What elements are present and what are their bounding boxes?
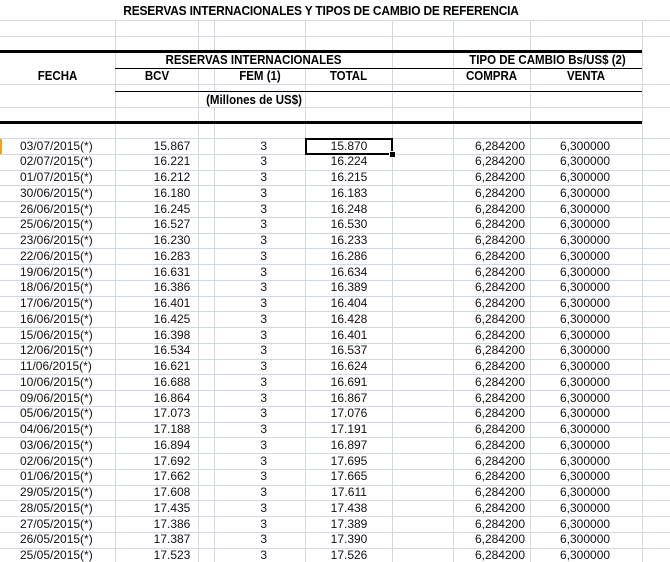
cell-total[interactable]: 17.389 xyxy=(330,516,368,531)
row-gridline xyxy=(0,36,670,37)
cell-total[interactable]: 17.526 xyxy=(330,548,368,562)
cell-total[interactable]: 16.286 xyxy=(330,248,368,263)
table-row xyxy=(0,438,670,454)
cell-date[interactable]: 02/07/2015(*) xyxy=(20,154,93,169)
cell-compra[interactable]: 6,284200 xyxy=(474,217,525,232)
cell-bcv[interactable]: 16.631 xyxy=(153,264,191,279)
table-row xyxy=(0,249,670,265)
cell-total[interactable]: 16.867 xyxy=(330,390,368,405)
cell-bcv[interactable]: 17.523 xyxy=(153,548,191,562)
cell-total[interactable]: 16.389 xyxy=(330,280,368,295)
cell-total[interactable]: 16.401 xyxy=(330,327,368,342)
table-row xyxy=(0,202,670,218)
cell-compra[interactable]: 6,284200 xyxy=(474,469,525,484)
cell-date[interactable]: 30/06/2015(*) xyxy=(20,185,93,200)
cell-venta[interactable]: 6,300000 xyxy=(560,548,611,562)
cell-venta[interactable]: 6,300000 xyxy=(560,516,611,531)
cell-total[interactable]: 15.870 xyxy=(330,138,368,153)
cell-date[interactable]: 04/06/2015(*) xyxy=(20,422,93,436)
cell-total[interactable]: 17.076 xyxy=(330,406,368,421)
cell-fem[interactable]: 3 xyxy=(260,359,267,373)
cell-date[interactable]: 23/06/2015(*) xyxy=(20,233,93,247)
cell-date[interactable]: 19/06/2015(*) xyxy=(20,264,93,279)
cell-fem[interactable]: 3 xyxy=(260,437,267,452)
table-row xyxy=(0,517,670,533)
header-bcv[interactable]: BCV xyxy=(144,69,170,83)
cell-fem[interactable]: 3 xyxy=(260,422,267,436)
cell-bcv[interactable]: 17.386 xyxy=(153,516,191,531)
cell-bcv[interactable]: 16.230 xyxy=(153,233,191,247)
cell-compra[interactable]: 6,284200 xyxy=(474,185,525,200)
cell-date[interactable]: 25/06/2015(*) xyxy=(20,217,93,232)
cell-fem[interactable]: 3 xyxy=(260,217,267,232)
cell-fem[interactable]: 3 xyxy=(260,327,267,342)
cell-date[interactable]: 01/06/2015(*) xyxy=(20,469,93,484)
cell-bcv[interactable]: 16.864 xyxy=(153,390,191,405)
cell-bcv[interactable]: 16.221 xyxy=(153,154,191,169)
cell-compra[interactable]: 6,284200 xyxy=(474,327,525,342)
cell-bcv[interactable]: 16.398 xyxy=(153,327,191,342)
cell-compra[interactable]: 6,284200 xyxy=(474,248,525,263)
cell-venta[interactable]: 6,300000 xyxy=(560,422,611,436)
cell-total[interactable]: 16.248 xyxy=(330,201,368,216)
row-gridline xyxy=(0,107,670,108)
cell-venta[interactable]: 6,300000 xyxy=(560,154,611,169)
cell-fem[interactable]: 3 xyxy=(260,296,267,310)
cell-bcv[interactable]: 16.180 xyxy=(153,185,191,200)
cell-bcv[interactable]: 16.386 xyxy=(153,280,191,295)
cell-compra[interactable]: 6,284200 xyxy=(474,311,525,326)
cell-total[interactable]: 16.233 xyxy=(330,233,368,247)
table-row xyxy=(0,170,670,186)
cell-compra[interactable]: 6,284200 xyxy=(474,170,525,184)
table-row xyxy=(0,485,670,501)
cell-venta[interactable]: 6,300000 xyxy=(560,217,611,232)
cell-venta[interactable]: 6,300000 xyxy=(560,327,611,342)
cell-total[interactable]: 16.897 xyxy=(330,437,368,452)
cell-bcv[interactable]: 16.527 xyxy=(153,217,191,232)
table-row xyxy=(0,501,670,517)
cell-compra[interactable]: 6,284200 xyxy=(474,359,525,373)
cell-venta[interactable]: 6,300000 xyxy=(560,185,611,200)
cell-compra[interactable]: 6,284200 xyxy=(474,532,525,547)
cell-bcv[interactable]: 17.435 xyxy=(153,500,191,515)
cell-venta[interactable]: 6,300000 xyxy=(560,532,611,547)
cell-date[interactable]: 27/05/2015(*) xyxy=(20,516,93,531)
cell-compra[interactable]: 6,284200 xyxy=(474,390,525,405)
cell-bcv[interactable]: 17.387 xyxy=(153,532,191,547)
cell-bcv[interactable]: 16.245 xyxy=(153,201,191,216)
cell-bcv[interactable]: 16.212 xyxy=(153,170,191,184)
cell-total[interactable]: 16.404 xyxy=(330,296,368,310)
cell-compra[interactable]: 6,284200 xyxy=(474,296,525,310)
cell-venta[interactable]: 6,300000 xyxy=(560,343,611,358)
cell-compra[interactable]: 6,284200 xyxy=(474,201,525,216)
header-total[interactable]: TOTAL xyxy=(329,69,368,83)
table-row xyxy=(0,532,670,548)
cell-fem[interactable]: 3 xyxy=(260,516,267,531)
cell-fem[interactable]: 3 xyxy=(260,311,267,326)
active-row-indicator xyxy=(0,139,2,154)
header-compra[interactable]: COMPRA xyxy=(465,69,518,83)
row-gridline xyxy=(0,20,670,21)
cell-fem[interactable]: 3 xyxy=(260,185,267,200)
header-bottom-border xyxy=(0,121,642,124)
cell-date[interactable]: 03/07/2015(*) xyxy=(20,138,93,153)
cell-venta[interactable]: 6,300000 xyxy=(560,374,611,389)
cell-venta[interactable]: 6,300000 xyxy=(560,311,611,326)
cell-fem[interactable]: 3 xyxy=(260,485,267,499)
table-row xyxy=(0,217,670,233)
cell-fem[interactable]: 3 xyxy=(260,469,267,484)
cell-compra[interactable]: 6,284200 xyxy=(474,343,525,358)
table-row xyxy=(0,233,670,249)
cell-compra[interactable]: 6,284200 xyxy=(474,280,525,295)
table-row xyxy=(0,154,670,170)
cell-venta[interactable]: 6,300000 xyxy=(560,406,611,421)
cell-bcv[interactable]: 16.621 xyxy=(153,359,191,373)
cell-bcv[interactable]: 16.894 xyxy=(153,437,191,452)
cell-date[interactable]: 18/06/2015(*) xyxy=(20,280,93,295)
cell-date[interactable]: 05/06/2015(*) xyxy=(20,406,93,421)
cell-fem[interactable]: 3 xyxy=(260,201,267,216)
table-row xyxy=(0,265,670,281)
cell-venta[interactable]: 6,300000 xyxy=(560,170,611,184)
cell-total[interactable]: 17.191 xyxy=(330,422,368,436)
cell-fem[interactable]: 3 xyxy=(260,248,267,263)
cell-date[interactable]: 03/06/2015(*) xyxy=(20,437,93,452)
cell-compra[interactable]: 6,284200 xyxy=(474,500,525,515)
cell-venta[interactable]: 6,300000 xyxy=(560,201,611,216)
cell-compra[interactable]: 6,284200 xyxy=(474,485,525,499)
table-row xyxy=(0,375,670,391)
cell-compra[interactable]: 6,284200 xyxy=(474,138,525,153)
cell-venta[interactable]: 6,300000 xyxy=(560,280,611,295)
cell-date[interactable]: 16/06/2015(*) xyxy=(20,311,93,326)
cell-venta[interactable]: 6,300000 xyxy=(560,138,611,153)
cell-bcv[interactable]: 16.283 xyxy=(153,248,191,263)
cell-venta[interactable]: 6,300000 xyxy=(560,437,611,452)
fill-handle[interactable] xyxy=(389,151,396,158)
cell-total[interactable]: 16.691 xyxy=(330,374,368,389)
cell-fem[interactable]: 3 xyxy=(260,390,267,405)
cell-venta[interactable]: 6,300000 xyxy=(560,359,611,373)
cell-venta[interactable]: 6,300000 xyxy=(560,485,611,499)
table-row xyxy=(0,328,670,344)
cell-bcv[interactable]: 17.692 xyxy=(153,453,191,468)
cell-date[interactable]: 25/05/2015(*) xyxy=(20,548,93,562)
row-gridline xyxy=(0,84,670,85)
cell-venta[interactable]: 6,300000 xyxy=(560,233,611,247)
cell-compra[interactable]: 6,284200 xyxy=(474,516,525,531)
header-group-exchange[interactable]: TIPO DE CAMBIO Bs/US$ (2) xyxy=(461,53,635,67)
cell-fem[interactable]: 3 xyxy=(260,406,267,421)
cell-bcv[interactable]: 17.662 xyxy=(153,469,191,484)
table-row xyxy=(0,454,670,470)
table-row xyxy=(0,280,670,296)
table-row xyxy=(0,186,670,202)
cell-venta[interactable]: 6,300000 xyxy=(560,500,611,515)
table-row xyxy=(0,343,670,359)
header-units[interactable]: (Millones de US$) xyxy=(203,93,304,107)
cell-fem[interactable]: 3 xyxy=(260,233,267,247)
cell-date[interactable]: 09/06/2015(*) xyxy=(20,390,93,405)
header-date[interactable]: FECHA xyxy=(37,69,78,83)
header-group-reserves[interactable]: RESERVAS INTERNACIONALES xyxy=(126,53,381,67)
cell-bcv[interactable]: 15.867 xyxy=(153,138,191,153)
cell-compra[interactable]: 6,284200 xyxy=(474,548,525,562)
cell-fem[interactable]: 3 xyxy=(260,138,267,153)
cell-total[interactable]: 17.695 xyxy=(330,453,368,468)
cell-date[interactable]: 26/05/2015(*) xyxy=(20,532,93,547)
cell-total[interactable]: 16.634 xyxy=(330,264,368,279)
cell-date[interactable]: 15/06/2015(*) xyxy=(20,327,93,342)
cell-fem[interactable]: 3 xyxy=(260,548,267,562)
cell-fem[interactable]: 3 xyxy=(260,343,267,358)
selected-cell[interactable] xyxy=(305,138,393,155)
cell-venta[interactable]: 6,300000 xyxy=(560,469,611,484)
cell-date[interactable]: 17/06/2015(*) xyxy=(20,296,93,310)
header-venta[interactable]: VENTA xyxy=(566,69,606,83)
cell-date[interactable]: 02/06/2015(*) xyxy=(20,453,93,468)
cell-fem[interactable]: 3 xyxy=(260,374,267,389)
cell-venta[interactable]: 6,300000 xyxy=(560,390,611,405)
cell-compra[interactable]: 6,284200 xyxy=(474,453,525,468)
cell-fem[interactable]: 3 xyxy=(260,453,267,468)
table-row xyxy=(0,359,670,375)
cell-fem[interactable]: 3 xyxy=(260,264,267,279)
table-row xyxy=(0,296,670,312)
cell-date[interactable]: 10/06/2015(*) xyxy=(20,374,93,389)
cell-total[interactable]: 17.438 xyxy=(330,500,368,515)
table-row xyxy=(0,391,670,407)
table-row xyxy=(0,548,670,562)
sheet-title[interactable]: RESERVAS INTERNACIONALES Y TIPOS DE CAMBIO DE REFERENCIA xyxy=(26,3,617,20)
cell-total[interactable]: 16.183 xyxy=(330,185,368,200)
cell-date[interactable]: 29/05/2015(*) xyxy=(20,485,93,499)
cell-total[interactable]: 16.428 xyxy=(330,311,368,326)
subheader-underline xyxy=(115,91,642,92)
cell-compra[interactable]: 6,284200 xyxy=(474,264,525,279)
cell-compra[interactable]: 6,284200 xyxy=(474,374,525,389)
table-row xyxy=(0,312,670,328)
cell-fem[interactable]: 3 xyxy=(260,532,267,547)
cell-total[interactable]: 16.215 xyxy=(330,170,368,184)
cell-bcv[interactable]: 16.401 xyxy=(153,296,191,310)
cell-date[interactable]: 12/06/2015(*) xyxy=(20,343,93,358)
cell-venta[interactable]: 6,300000 xyxy=(560,248,611,263)
cell-date[interactable]: 22/06/2015(*) xyxy=(20,248,93,263)
table-row xyxy=(0,469,670,485)
table-row xyxy=(0,422,670,438)
cell-fem[interactable]: 3 xyxy=(260,500,267,515)
cell-bcv[interactable]: 17.188 xyxy=(153,422,191,436)
cell-total[interactable]: 16.624 xyxy=(330,359,368,373)
cell-compra[interactable]: 6,284200 xyxy=(474,154,525,169)
cell-compra[interactable]: 6,284200 xyxy=(474,422,525,436)
table-row xyxy=(0,406,670,422)
cell-venta[interactable]: 6,300000 xyxy=(560,296,611,310)
cell-bcv[interactable]: 17.073 xyxy=(153,406,191,421)
cell-date[interactable]: 01/07/2015(*) xyxy=(20,170,93,184)
cell-date[interactable]: 28/05/2015(*) xyxy=(20,500,93,515)
cell-fem[interactable]: 3 xyxy=(260,170,267,184)
cell-venta[interactable]: 6,300000 xyxy=(560,264,611,279)
cell-total[interactable]: 16.530 xyxy=(330,217,368,232)
cell-total[interactable]: 17.390 xyxy=(330,532,368,547)
cell-total[interactable]: 17.665 xyxy=(330,469,368,484)
cell-bcv[interactable]: 16.688 xyxy=(153,374,191,389)
cell-compra[interactable]: 6,284200 xyxy=(474,233,525,247)
cell-total[interactable]: 16.537 xyxy=(330,343,368,358)
cell-compra[interactable]: 6,284200 xyxy=(474,406,525,421)
cell-bcv[interactable]: 16.534 xyxy=(153,343,191,358)
cell-bcv[interactable]: 16.425 xyxy=(153,311,191,326)
header-fem[interactable]: FEM (1) xyxy=(239,69,281,83)
cell-fem[interactable]: 3 xyxy=(260,154,267,169)
cell-total[interactable]: 17.611 xyxy=(331,485,367,499)
cell-total[interactable]: 16.224 xyxy=(330,154,368,169)
cell-bcv[interactable]: 17.608 xyxy=(153,485,191,499)
cell-compra[interactable]: 6,284200 xyxy=(474,437,525,452)
cell-fem[interactable]: 3 xyxy=(260,280,267,295)
cell-date[interactable]: 26/06/2015(*) xyxy=(20,201,93,216)
cell-venta[interactable]: 6,300000 xyxy=(560,453,611,468)
cell-date[interactable]: 11/06/2015(*) xyxy=(20,359,92,373)
